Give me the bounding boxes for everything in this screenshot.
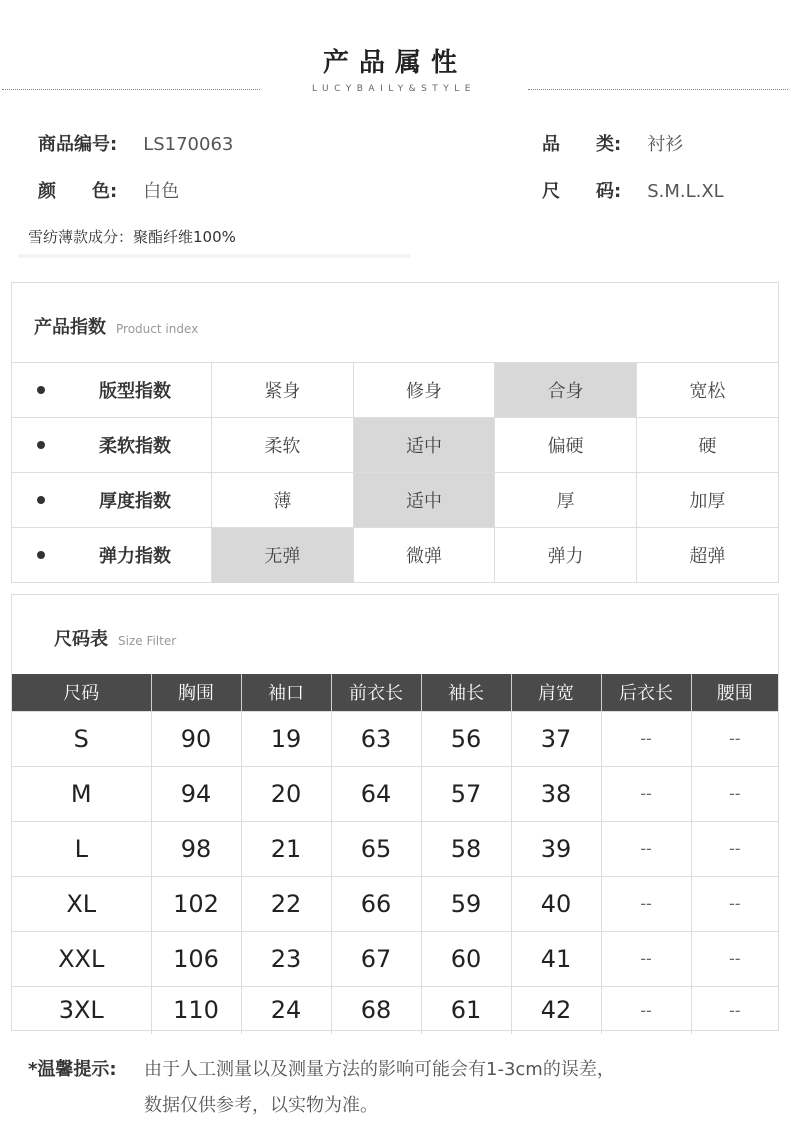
index-option: 薄 [212, 473, 354, 528]
measure-cell: -- [601, 876, 691, 931]
size-table-title [54, 625, 176, 651]
measure-cell: 41 [511, 931, 601, 986]
measure-cell: 24 [241, 986, 331, 1034]
warm-tip-line1: 由于人工测量以及测量方法的影响可能会有1-3cm的误差， [144, 1059, 615, 1080]
index-label-text: 版型指数 [99, 381, 171, 402]
attr-label: 颜 色: [38, 181, 118, 202]
product-index-panel [11, 282, 779, 583]
size-cell: S [12, 711, 151, 766]
measure-cell: 22 [241, 876, 331, 931]
measure-cell: -- [601, 766, 691, 821]
column-header: 尺码 [12, 674, 151, 711]
index-option: 厚 [495, 473, 637, 528]
table-row [12, 876, 778, 931]
table-row [12, 931, 778, 986]
attr-color [38, 180, 179, 204]
measure-cell: 65 [331, 821, 421, 876]
index-option: 微弹 [353, 528, 495, 583]
measure-cell: 110 [151, 986, 241, 1034]
index-option: 紧身 [212, 363, 354, 418]
index-option: 柔软 [212, 418, 354, 473]
table-row [12, 821, 778, 876]
measure-cell: 63 [331, 711, 421, 766]
attr-value: LS170063 [143, 134, 234, 155]
column-header: 后衣长 [601, 674, 691, 711]
index-row [12, 528, 778, 583]
measure-cell: 106 [151, 931, 241, 986]
measure-cell: -- [601, 711, 691, 766]
measure-cell: 67 [331, 931, 421, 986]
bullet-icon [37, 386, 45, 394]
index-row-label [12, 363, 212, 418]
index-row-label [12, 418, 212, 473]
index-option: 加厚 [636, 473, 778, 528]
column-header: 腰围 [691, 674, 778, 711]
index-row [12, 363, 778, 418]
bullet-icon [37, 496, 45, 504]
measure-cell: -- [691, 931, 778, 986]
measure-cell: 39 [511, 821, 601, 876]
attr-label: 商品编号: [38, 134, 118, 155]
measure-cell: 90 [151, 711, 241, 766]
measure-cell: 56 [421, 711, 511, 766]
column-header: 胸围 [151, 674, 241, 711]
section-title-en: Product index [116, 322, 199, 336]
measure-cell: 102 [151, 876, 241, 931]
column-header: 肩宽 [511, 674, 601, 711]
measure-cell: 61 [421, 986, 511, 1034]
section-title: 尺码表 [54, 629, 108, 650]
measure-cell: -- [691, 876, 778, 931]
attr-value: 白色 [143, 181, 180, 202]
index-option: 宽松 [636, 363, 778, 418]
measure-cell: -- [601, 986, 691, 1034]
subtitle-row [0, 82, 790, 96]
attr-size [542, 180, 724, 204]
index-row-label [12, 473, 212, 528]
size-table [12, 674, 778, 1034]
size-table-header [12, 674, 778, 711]
index-label-text: 弹力指数 [99, 546, 171, 568]
measure-cell: 37 [511, 711, 601, 766]
divider-right [528, 89, 788, 90]
measure-cell: -- [601, 821, 691, 876]
warm-tip [28, 1052, 615, 1124]
measure-cell: 66 [331, 876, 421, 931]
index-option: 偏硬 [495, 418, 637, 473]
measure-cell: 94 [151, 766, 241, 821]
measure-cell: 57 [421, 766, 511, 821]
attr-category [542, 133, 683, 157]
column-header: 前衣长 [331, 674, 421, 711]
index-row-label [12, 528, 212, 583]
section-title-en: Size Filter [118, 634, 177, 648]
table-row [12, 766, 778, 821]
size-table-panel [11, 594, 779, 1031]
index-option: 修身 [353, 363, 495, 418]
attr-label: 尺 码: [542, 181, 622, 202]
measure-cell: 98 [151, 821, 241, 876]
index-option-selected: 适中 [353, 418, 495, 473]
size-cell: 3XL [12, 986, 151, 1034]
index-option: 超弹 [636, 528, 778, 583]
size-cell: XXL [12, 931, 151, 986]
brand-subtitle: LUCYBAILY&STYLE [311, 84, 476, 94]
measure-cell: 19 [241, 711, 331, 766]
bullet-icon [37, 551, 45, 559]
warm-tip-line2: 数据仅供参考，以实物为准。 [144, 1095, 378, 1116]
attr-label: 品 类: [542, 134, 622, 155]
measure-cell: 68 [331, 986, 421, 1034]
measure-cell: 42 [511, 986, 601, 1034]
measure-cell: 38 [511, 766, 601, 821]
attr-value: S.M.L.XL [647, 181, 724, 202]
index-option: 弹力 [495, 528, 637, 583]
index-option-selected: 适中 [353, 473, 495, 528]
measure-cell: 23 [241, 931, 331, 986]
page-title: 产品属性 [322, 48, 467, 78]
measure-cell: 58 [421, 821, 511, 876]
warm-tip-label: *温馨提示: [28, 1059, 117, 1080]
measure-cell: -- [691, 766, 778, 821]
measure-cell: 59 [421, 876, 511, 931]
table-row [12, 986, 778, 1034]
divider-left [2, 89, 260, 90]
size-cell: M [12, 766, 151, 821]
column-header: 袖长 [421, 674, 511, 711]
measure-cell: 20 [241, 766, 331, 821]
measure-cell: -- [691, 821, 778, 876]
measure-cell: -- [691, 711, 778, 766]
attr-value: 衬衫 [647, 134, 684, 155]
index-label-text: 厚度指数 [99, 491, 171, 512]
index-option: 硬 [636, 418, 778, 473]
measure-cell: 64 [331, 766, 421, 821]
measure-cell: -- [601, 931, 691, 986]
attr-product-code [38, 133, 233, 157]
measure-cell: 40 [511, 876, 601, 931]
index-row [12, 418, 778, 473]
measure-cell: -- [691, 986, 778, 1034]
size-cell: L [12, 821, 151, 876]
index-option-selected: 合身 [495, 363, 637, 418]
fabric-composition: 雪纺薄款成分：聚酯纤维100% [18, 224, 410, 258]
product-index-table [12, 362, 778, 583]
column-header: 袖口 [241, 674, 331, 711]
section-title: 产品指数 [34, 317, 106, 338]
bullet-icon [37, 441, 45, 449]
index-label-text: 柔软指数 [99, 436, 171, 457]
measure-cell: 60 [421, 931, 511, 986]
size-cell: XL [12, 876, 151, 931]
index-row [12, 473, 778, 528]
index-option-selected: 无弹 [212, 528, 354, 583]
table-row [12, 711, 778, 766]
measure-cell: 21 [241, 821, 331, 876]
product-index-title [34, 313, 198, 339]
